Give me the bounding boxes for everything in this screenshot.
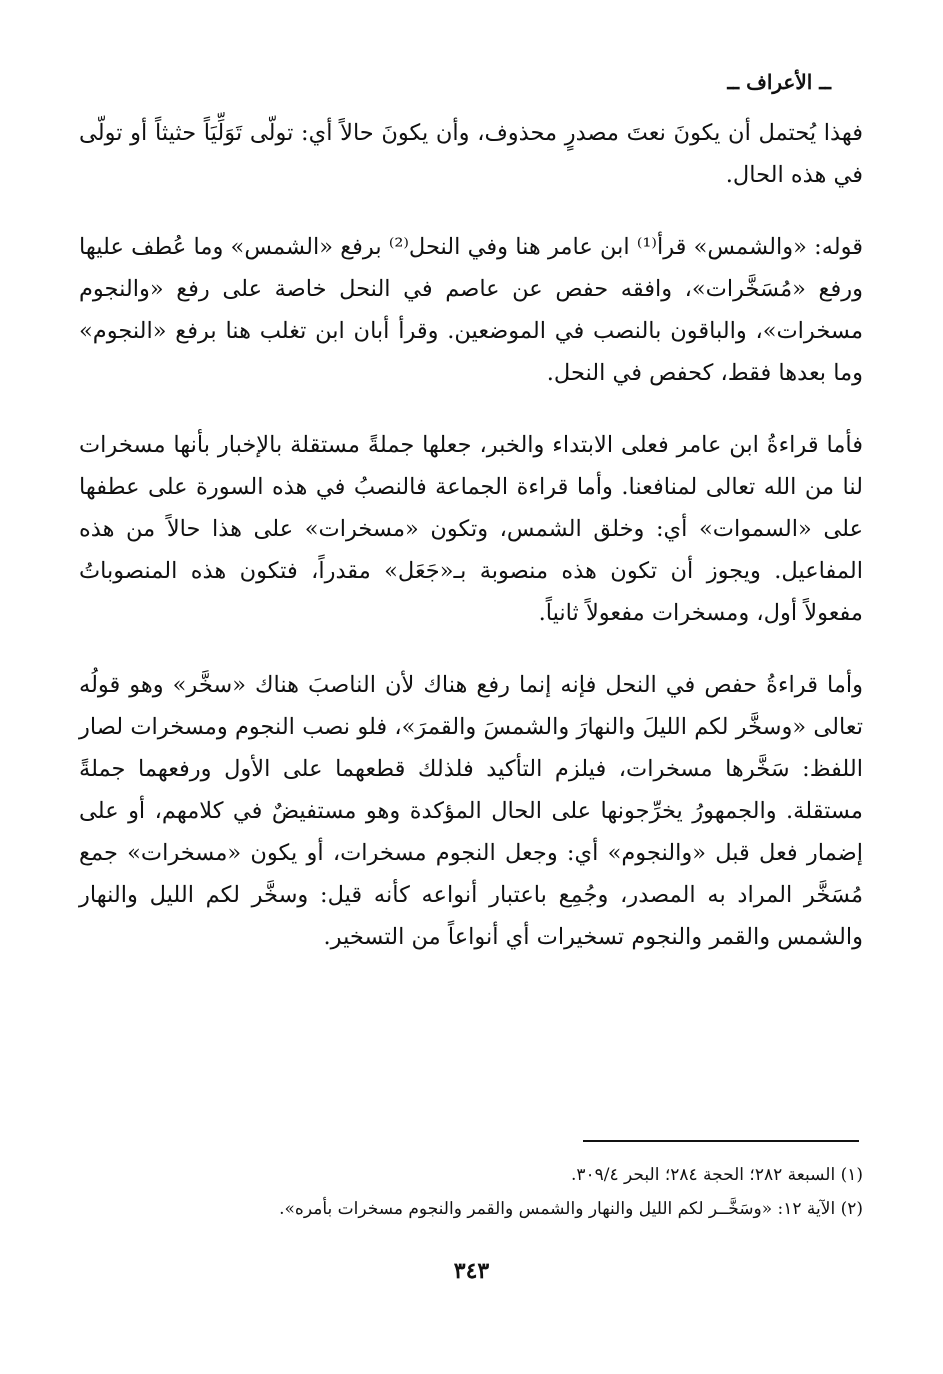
paragraph-2: قوله: «والشمس» قرأ⁽¹⁾ ابن عامر هنا وفي النحل⁽²⁾ برفع «الشمس» وما عُطف عليها ورفع «مُسَخَّرات»، وافقه حفص عن عاصم في النحل خاصة على رفع «والنجوم مسخرات»، والباقون بالنصب في الموضعين. وقرأ أبان ابن تغلب هنا برفع «النجوم» وما بعدها فقط، كحفص في النحل. xyxy=(79,234,863,386)
footnote-separator xyxy=(583,1140,859,1142)
page-number: ٣٤٣ xyxy=(453,1258,490,1284)
paragraph-1: فهذا يُحتمل أن يكونَ نعتَ مصدرٍ محذوف، وأن يكونَ حالاً أي: تولّى تَوَلِّيَاً حثيثاً أو تولّى في هذه الحال. xyxy=(79,120,863,188)
running-header: ــ الأعراف ــ xyxy=(727,70,831,94)
footnotes xyxy=(79,1158,863,1226)
main-text xyxy=(79,112,863,988)
paragraph-4: وأما قراءةُ حفص في النحل فإنه إنما رفع هناك لأن الناصبَ هناك «سخَّر» وهو قولُه تعالى «وسخَّر لكم الليلَ والنهارَ والشمسَ والقمرَ»، فلو نصب النجوم ومسخرات لصار اللفظ: سَخَّرها مسخرات، فيلزم التأكيد فلذلك قطعهما على الأول ورفعهما جملةً مستقلة. والجمهورُ يخرِّجونها على الحال المؤكدة وهو مستفيضٌ في كلامهم، أو على إضمار فعل قبل «والنجوم» أي: وجعل النجوم مسخرات، أو يكون «مسخرات» جمع مُسَخَّر المراد به المصدر، وجُمِع باعتبار أنواعه كأنه قيل: وسخَّر لكم الليل والنهار والشمس والقمر والنجوم تسخيرات أي أنواعاً من التسخير. xyxy=(79,672,863,950)
footnote-2: (٢) الآية ١٢: «وسَخَّــر لكم الليل والنهار والشمس والقمر والنجوم مسخرات بأمره». xyxy=(279,1199,863,1219)
footnote-1: (١) السبعة ٢٨٢؛ الحجة ٢٨٤؛ البحر ٣٠٩/٤. xyxy=(570,1165,863,1185)
paragraph-3: فأما قراءةُ ابن عامر فعلى الابتداء والخبر، جعلها جملةً مستقلة بالإخبار بأنها مسخرات لنا من الله تعالى لمنافعنا. وأما قراءة الجماعة فالنصبُ في هذه السورة على عطفها على «السموات» أي: وخلق الشمس، وتكون «مسخرات» على هذا حالاً من هذه المفاعيل. ويجوز أن تكون هذه منصوبة بـ«جَعَل» مقدراً، فتكون هذه المنصوباتُ مفعولاً أول، ومسخرات مفعولاً ثانياً. xyxy=(79,432,863,626)
